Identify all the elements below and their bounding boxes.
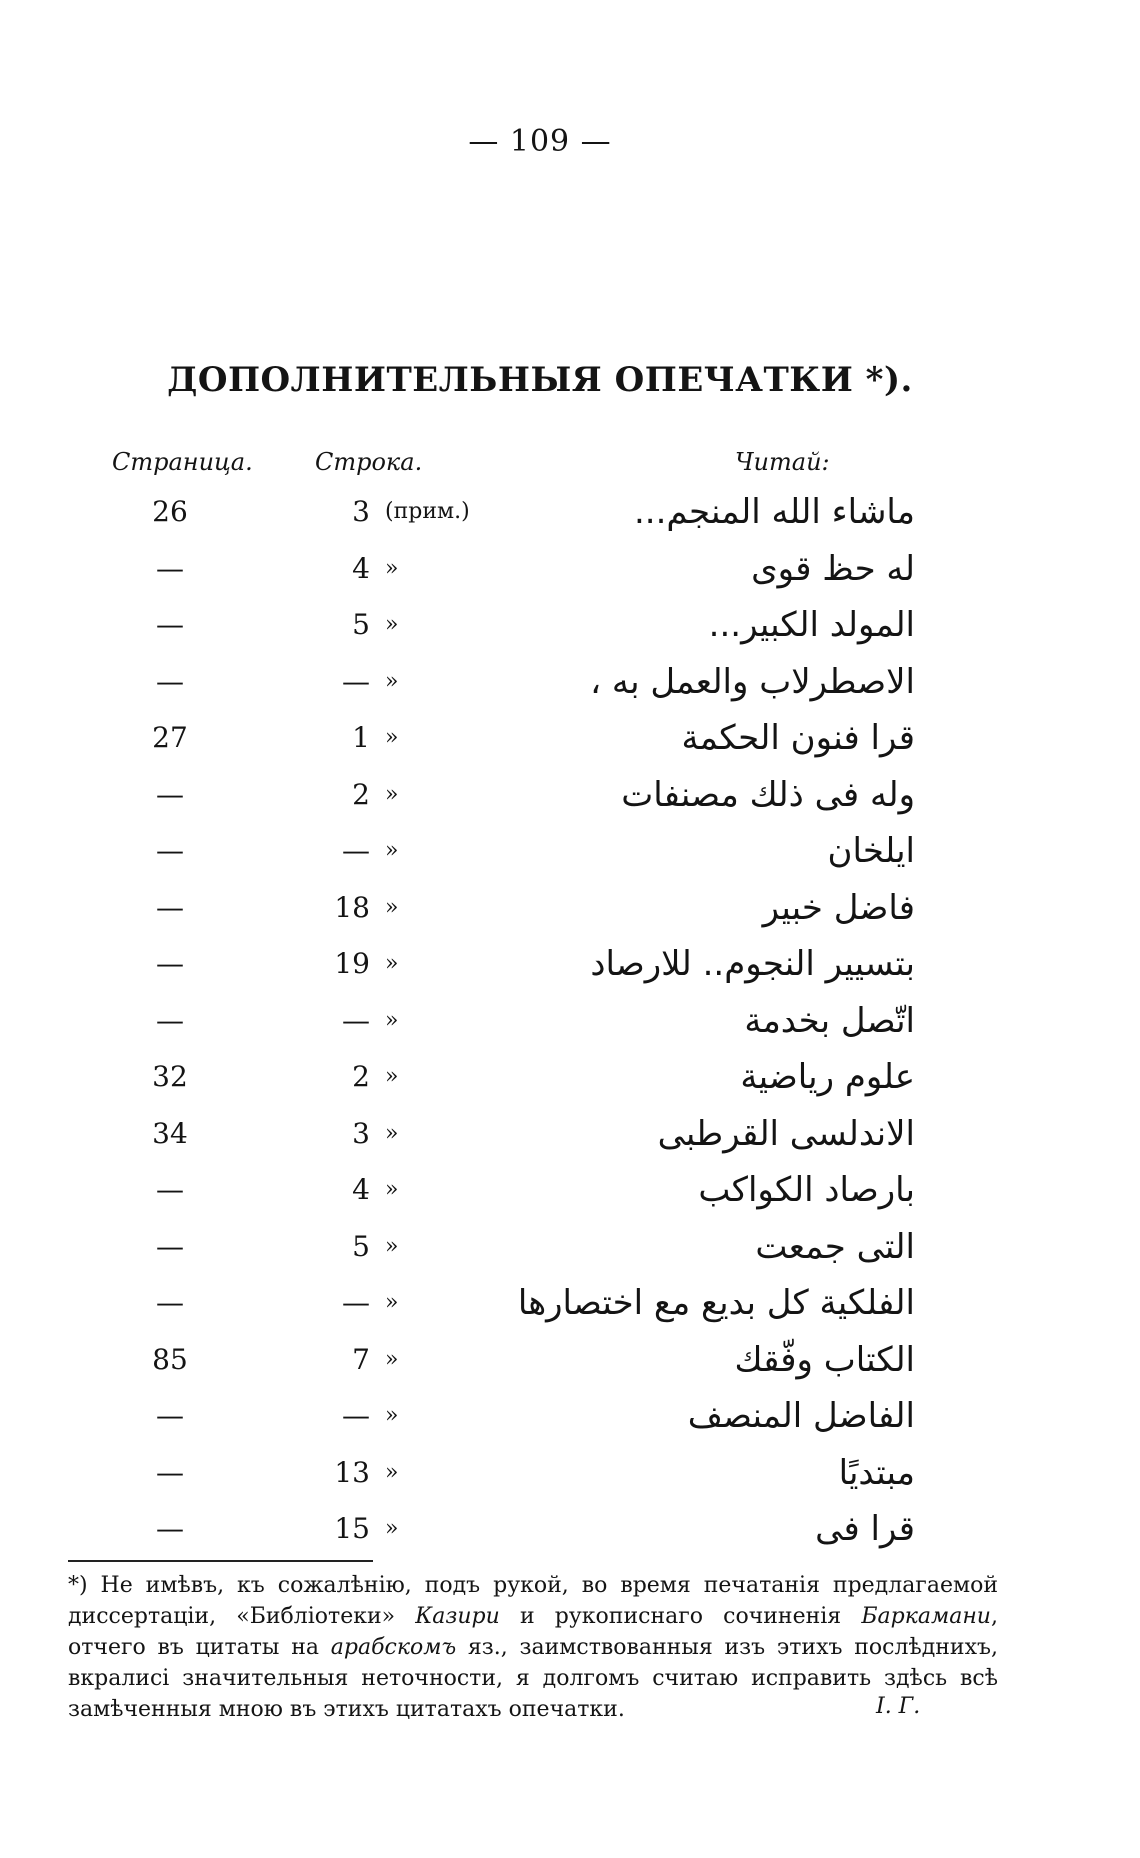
errata-reading: ايلخان <box>827 831 915 871</box>
footnote-text-2: и рукописнаго сочиненія <box>499 1604 862 1629</box>
errata-reading: له حظ قوى <box>751 548 915 589</box>
errata-page: — <box>156 947 184 980</box>
errata-reading: قرا فى <box>815 1509 915 1549</box>
errata-row <box>0 1219 1140 1275</box>
errata-row <box>0 1049 1140 1105</box>
errata-row <box>0 880 1140 936</box>
errata-line: 2 <box>352 1060 370 1093</box>
footnote-name-barkamani: Баркамани <box>861 1604 991 1629</box>
errata-line: 15 <box>334 1512 370 1545</box>
errata-reading: الاصطرلاب والعمل به ، <box>590 661 915 702</box>
footnote-language: арабскомъ <box>330 1635 457 1660</box>
errata-note: (прим.) <box>385 499 470 524</box>
footnote-rule <box>68 1560 373 1562</box>
errata-line: 5 <box>352 1229 370 1263</box>
page-number: — 109 — <box>468 124 612 159</box>
errata-page: — <box>156 1455 184 1489</box>
errata-line: 7 <box>352 1342 370 1376</box>
errata-note: » <box>385 1516 399 1541</box>
errata-reading: وله فى ذلك مصنفات <box>621 774 915 815</box>
errata-page: 26 <box>152 495 188 528</box>
errata-line: 5 <box>352 608 370 641</box>
footnote <box>68 1570 998 1725</box>
errata-line: 13 <box>334 1455 370 1489</box>
errata-line: — <box>342 664 370 698</box>
footnote-name-kaziri: Казири <box>415 1604 500 1629</box>
errata-line: — <box>342 1286 370 1319</box>
errata-reading: الكتاب وفّقك <box>734 1339 915 1380</box>
errata-reading: الفاضل المنصف <box>687 1396 915 1436</box>
errata-row <box>0 936 1140 992</box>
errata-row <box>0 484 1140 540</box>
errata-reading: الفلكية كل بديع مع اختصارها <box>517 1283 915 1323</box>
errata-reading: التى جمعت <box>755 1226 915 1267</box>
errata-page: — <box>156 834 184 867</box>
errata-row <box>0 1501 1140 1557</box>
errata-line: 18 <box>334 890 370 924</box>
errata-note: » <box>385 1177 399 1202</box>
errata-page: 27 <box>152 721 188 754</box>
errata-row <box>0 1106 1140 1162</box>
errata-note: » <box>385 1403 399 1428</box>
errata-reading: فاضل خبير <box>762 887 915 928</box>
errata-note: » <box>385 1233 399 1259</box>
errata-line: 2 <box>352 777 370 811</box>
errata-row <box>0 993 1140 1049</box>
errata-note: » <box>385 1290 399 1315</box>
errata-note: » <box>385 1459 399 1485</box>
errata-note: » <box>385 668 399 694</box>
footnote-text-1: *) Не имѣвъ, къ сожалѣнію, подъ рукой, во время печатанія предлагаемой диссертаціи, «Библіотеки» <box>68 1573 998 1629</box>
errata-note: » <box>385 781 399 807</box>
errata-reading: الاندلسى القرطبى <box>657 1113 915 1154</box>
errata-note: » <box>385 725 399 750</box>
errata-reading: اتّصل بخدمة <box>744 1000 915 1041</box>
errata-page: — <box>156 1286 184 1319</box>
errata-note: » <box>385 1007 399 1033</box>
errata-reading: ماشاء الله المنجم... <box>633 492 915 532</box>
errata-page: — <box>156 1512 184 1545</box>
errata-row <box>0 541 1140 597</box>
errata-reading: قرا فنون الحكمة <box>681 718 915 758</box>
column-header-page: Страница. <box>112 448 253 476</box>
errata-page: — <box>156 1173 184 1206</box>
errata-page: 85 <box>152 1342 188 1376</box>
errata-page: — <box>156 777 184 811</box>
page-title: ДОПОЛНИТЕЛЬНЫЯ ОПЕЧАТКИ *). <box>167 360 913 400</box>
errata-note: » <box>385 894 399 920</box>
footnote-text-3: , отчего въ цитаты на <box>68 1604 998 1660</box>
errata-reading: بتسيير النجوم.. للارصاد <box>590 944 915 984</box>
errata-page: — <box>156 608 184 641</box>
errata-page: 34 <box>152 1116 188 1150</box>
errata-row <box>0 1445 1140 1501</box>
errata-page: — <box>156 551 184 585</box>
footnote-signature: I. Г. <box>876 1694 921 1719</box>
errata-row <box>0 597 1140 653</box>
errata-note: » <box>385 1346 399 1372</box>
errata-line: 3 <box>352 1116 370 1150</box>
errata-note: » <box>385 838 399 863</box>
errata-page: — <box>156 1399 184 1432</box>
errata-row <box>0 1332 1140 1388</box>
errata-note: » <box>385 612 399 637</box>
errata-page: — <box>156 664 184 698</box>
errata-line: 3 <box>352 495 370 528</box>
errata-line: — <box>342 834 370 867</box>
errata-note: » <box>385 1120 399 1146</box>
errata-page: — <box>156 1229 184 1263</box>
errata-row <box>0 1275 1140 1331</box>
errata-page: — <box>156 890 184 924</box>
errata-reading: بارصاد الكواكب <box>698 1170 915 1210</box>
errata-line: 4 <box>352 1173 370 1206</box>
errata-line: — <box>342 1003 370 1037</box>
errata-page: — <box>156 1003 184 1037</box>
errata-line: — <box>342 1399 370 1432</box>
errata-note: » <box>385 555 399 581</box>
column-header-read: Читай: <box>735 448 830 476</box>
errata-row <box>0 1388 1140 1444</box>
errata-note: » <box>385 951 399 976</box>
errata-reading: علوم رياضية <box>740 1057 915 1097</box>
errata-page: 32 <box>152 1060 188 1093</box>
errata-row <box>0 654 1140 710</box>
errata-row <box>0 823 1140 879</box>
errata-line: 4 <box>352 551 370 585</box>
column-header-line: Строка. <box>315 448 423 476</box>
errata-row <box>0 710 1140 766</box>
errata-note: » <box>385 1064 399 1089</box>
errata-row <box>0 1162 1140 1218</box>
errata-row <box>0 767 1140 823</box>
errata-reading: المولد الكبير... <box>708 605 915 645</box>
errata-reading: مبتديًا <box>838 1452 915 1493</box>
errata-line: 1 <box>352 721 370 754</box>
footnote-text-4: яз., заимствованныя изъ этихъ послѣднихъ, вкралисі значительныя неточности, я долгомъ считаю исправить здѣсь всѣ замѣченныя мною въ этихъ цитатахъ опечатки. <box>68 1635 998 1722</box>
errata-line: 19 <box>334 947 370 980</box>
